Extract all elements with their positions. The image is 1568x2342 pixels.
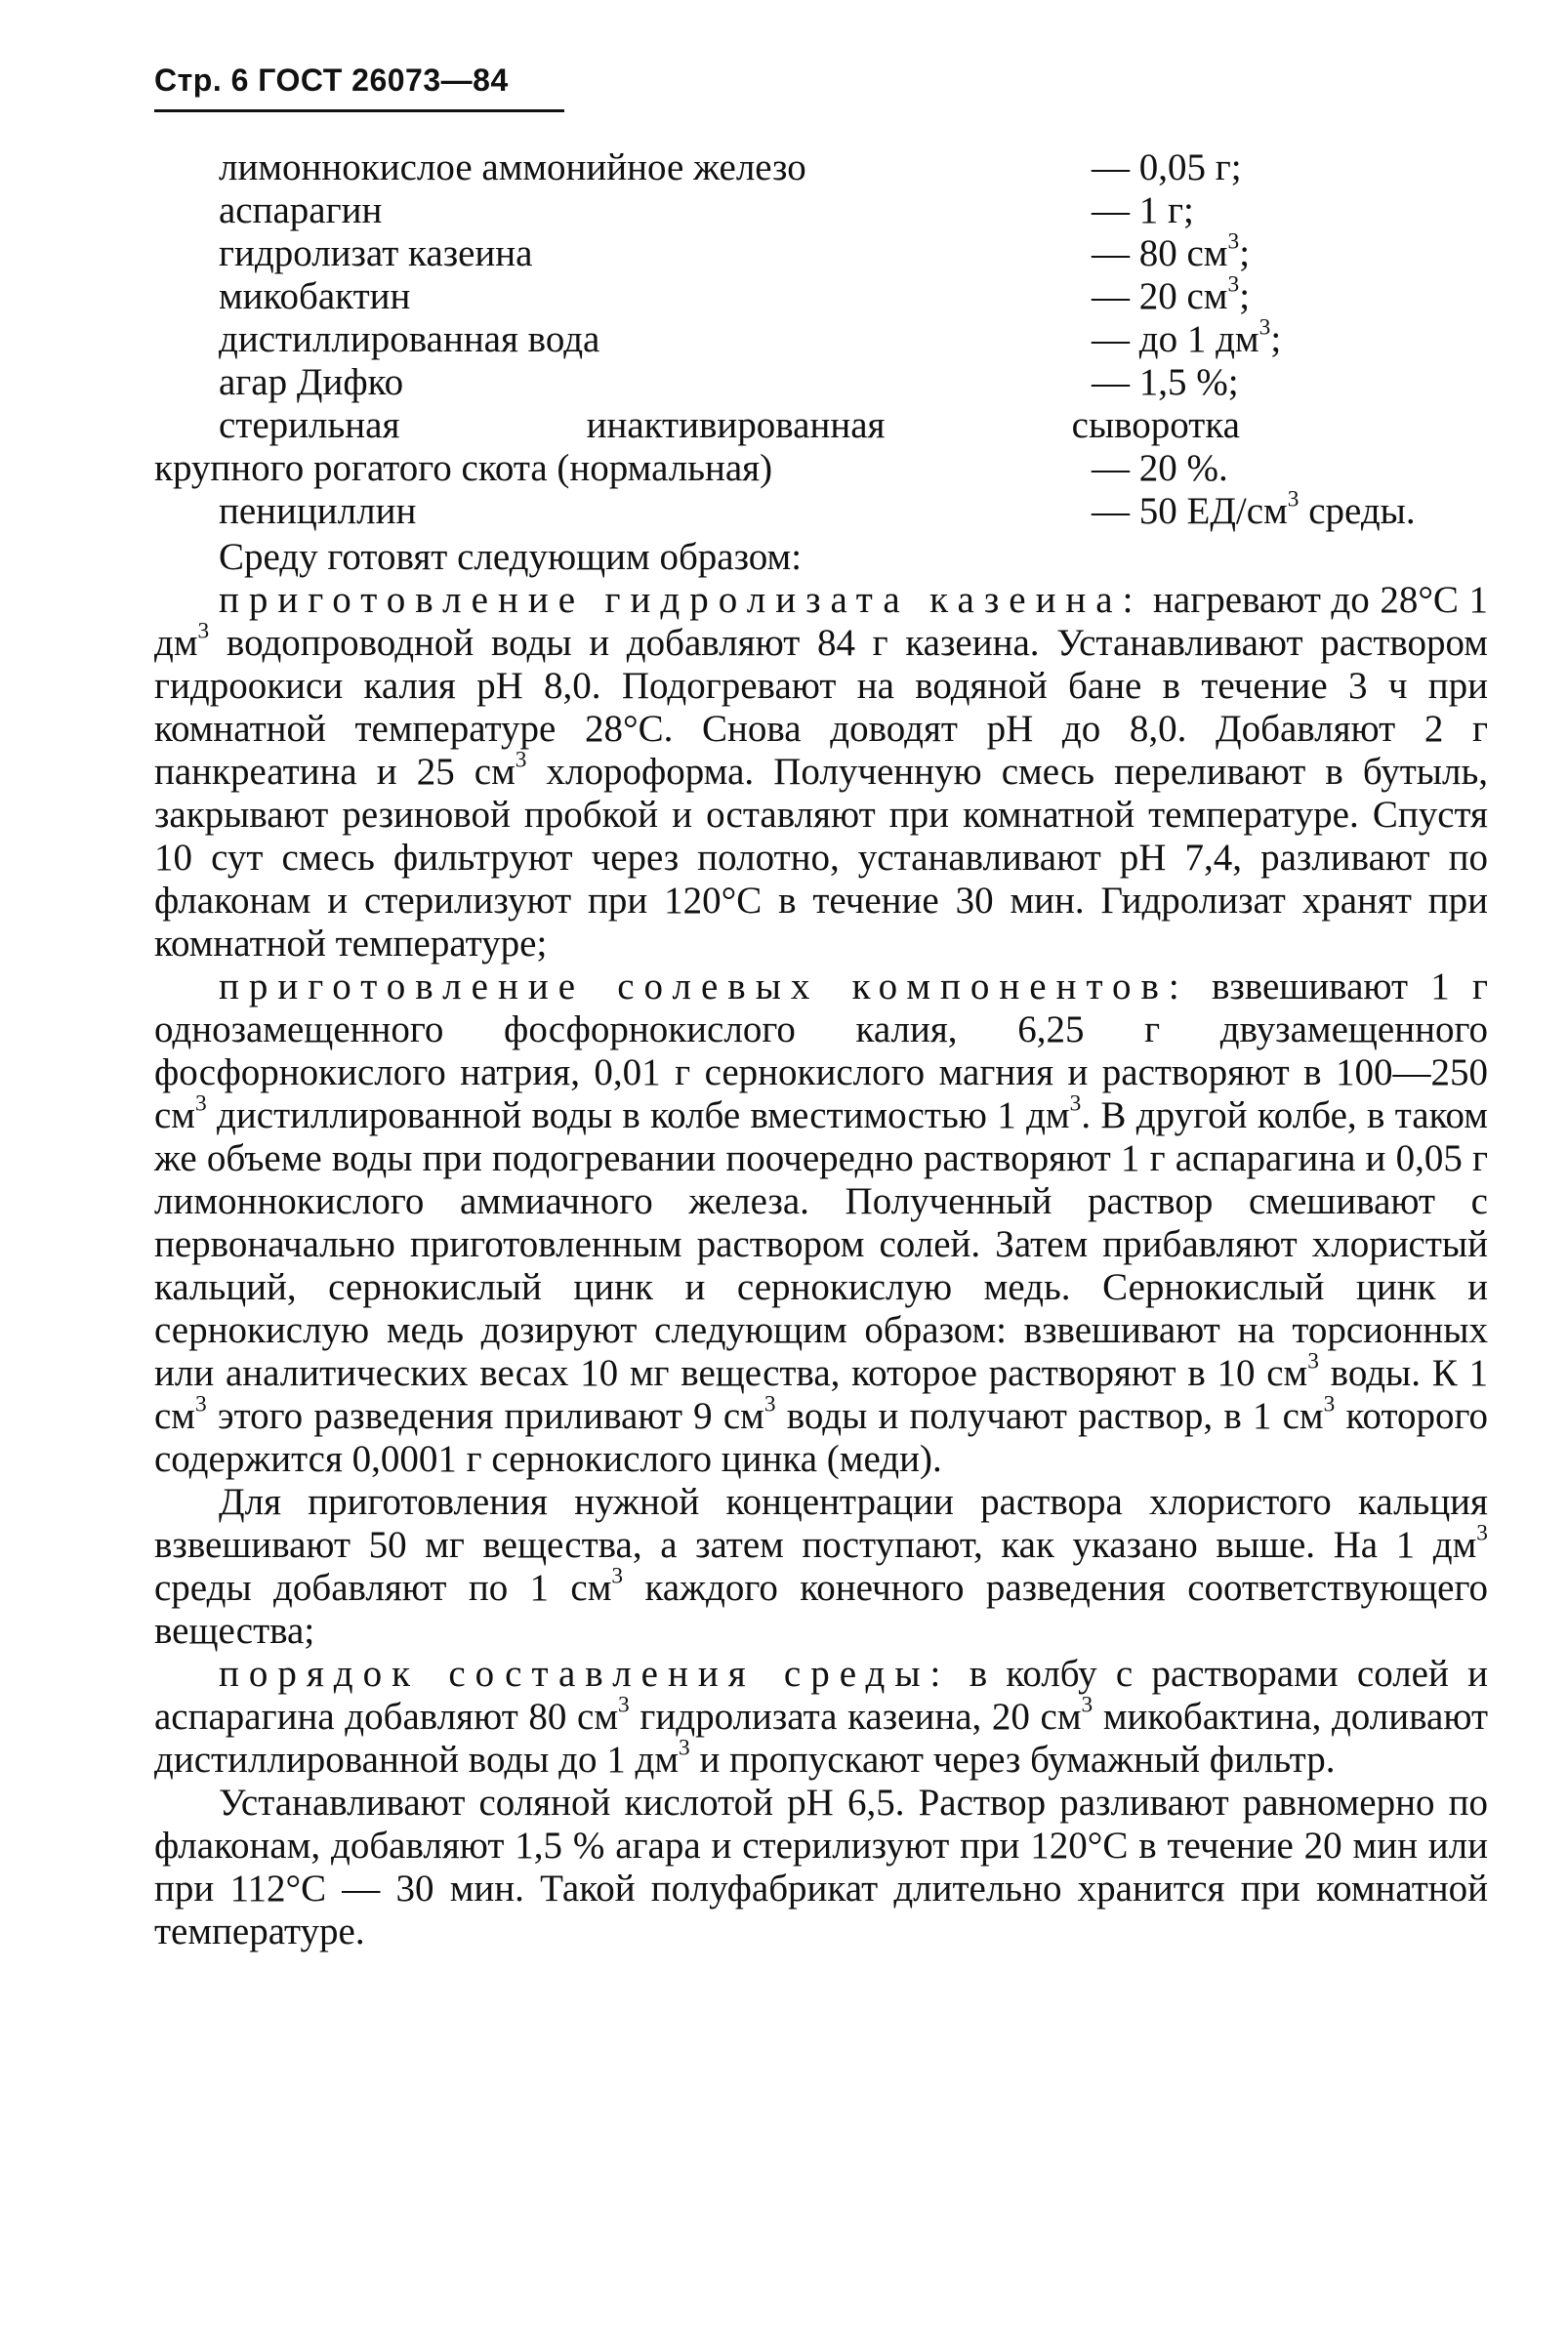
section-heading: порядок составления среды: [219, 1653, 951, 1695]
section-heading: приготовление солевых компонентов: [219, 966, 1189, 1007]
paragraph [154, 966, 1488, 1481]
ingredient-amount: — 80 $см^3$; [1092, 228, 1251, 274]
page-header: Стр. 6 ГОСТ 26073—84 [154, 62, 509, 98]
ingredient-amount: — 1,5 %; [1092, 361, 1239, 403]
ingredient-row [154, 228, 1488, 275]
ingredient-name: крупного рогатого скота (нормальная) [154, 447, 773, 489]
ingredient-name: дистиллированная вода [219, 318, 600, 360]
ingredient-name: стерильная инактивированная сыворотка [219, 404, 1240, 446]
paragraph-text: в колбу с растворами солей и аспарагина добавляют 80 $см^3$ гидролизата казеина, 20 $см^3$ микобактина, доливают дистиллированной воды до 1 $дм^3$ и пропускают через бумажный фильтр. [154, 1653, 1489, 1781]
paragraph-text: взвешивают 1 г однозамещенного фосфорнокислого калия, 6,25 г двузамещенного фосфорнокислого натрия, 0,01 г сернокислого магния и растворяют в 100—250 $см^3$ дистиллированной воды в колбе вместимостью 1 $дм^3$. В другой колбе, в таком же объеме воды при подогревании поочередно растворяют 1 г аспарагина и 0,05 г лимоннокислого аммиачного железа. Полученный раствор смешивают с первоначально приготовленным раствором солей. Затем прибавляют хлористый кальций, сернокислый цинк и сернокислую медь. Сернокислый цинк и сернокислую медь дозируют следующим образом: взвешивают на торсионных или аналитических весах 10 мг вещества, которое растворяют в 10 $см^3$ воды. К 1 $см^3$ этого разведения приливают 9 $см^3$ воды и получают раствор, в 1 $см^3$ которого содержится 0,0001 г сернокислого цинка (меди). [154, 966, 1488, 1480]
ingredient-name: пенициллин [219, 490, 417, 532]
ingredient-name: аспарагин [219, 189, 383, 231]
paragraph-text: Среду готовят следующим образом: [219, 536, 803, 578]
paragraph-text: Устанавливают соляной кислотой рН 6,5. Раствор разливают равномерно по флаконам, добавляют 1,5 % агара и стерилизуют при 120°С в течение 20 мин или при 112°С — 30 мин. Такой полуфабрикат длительно хранится при комнатной температуре. [154, 1782, 1488, 1952]
ingredient-row [154, 314, 1488, 361]
paragraph-text: нагревают до 28°С 1 $дм^3$ водопроводной воды и добавляют 84 г казеина. Устанавливают раствором гидроокиси калия рН 8,0. Подогревают на водяной бане в течение 3 ч при комнатной температуре 28°С. Снова доводят рН до 8,0. Добавляют 2 г панкреатина и 25 $см^3$ хлороформа. Полученную смесь переливают в бутыль, закрывают резиновой пробкой и оставляют при комнатной температуре. Спустя 10 сут смесь фильтруют через полотно, устанавливают рН 7,4, разливают по флаконам и стерилизуют при 120°С в течение 30 мин. Гидролизат хранят при комнатной температуре; [154, 579, 1488, 965]
paragraph-text: Для приготовления нужной концентрации раствора хлористого кальция взвешивают 50 мг вещества, а затем поступают, как указано выше. На 1 $дм^3$ среды добавляют по 1 $см^3$ каждого конечного разведения соответствующего вещества; [154, 1481, 1488, 1652]
paragraph [154, 1481, 1488, 1653]
ingredient-row [154, 271, 1488, 318]
ingredient-row [154, 146, 1488, 189]
ingredient-amount: — 20 %. [1092, 447, 1228, 489]
ingredient-name: микобактин [219, 275, 411, 317]
header-rule [154, 109, 564, 112]
ingredient-amount: — 50 $ЕД/см^3$ среды. [1092, 486, 1416, 532]
paragraph [154, 579, 1488, 966]
ingredient-name: гидролизат казеина [219, 232, 533, 274]
ingredient-amount: — до 1 $дм^3$; [1092, 314, 1282, 360]
ingredient-amount: — 20 $см^3$; [1092, 271, 1251, 317]
body-text [154, 536, 1488, 1953]
ingredient-row [154, 189, 1488, 232]
ingredient-row [154, 447, 1488, 490]
ingredient-row [154, 486, 1488, 533]
paragraph [154, 1653, 1488, 1782]
section-heading: приготовление гидролизата казеина: [219, 579, 1143, 621]
ingredient-amount: — 0,05 г; [1092, 146, 1242, 188]
ingredient-amount: — 1 г; [1092, 189, 1194, 231]
ingredient-list [154, 146, 1488, 533]
paragraph [154, 1782, 1488, 1953]
ingredient-name: лимоннокислое аммонийное железо [219, 146, 806, 188]
ingredient-row [154, 404, 1488, 447]
paragraph [154, 536, 1488, 579]
ingredient-row [154, 361, 1488, 404]
ingredient-name: агар Дифко [219, 361, 404, 403]
